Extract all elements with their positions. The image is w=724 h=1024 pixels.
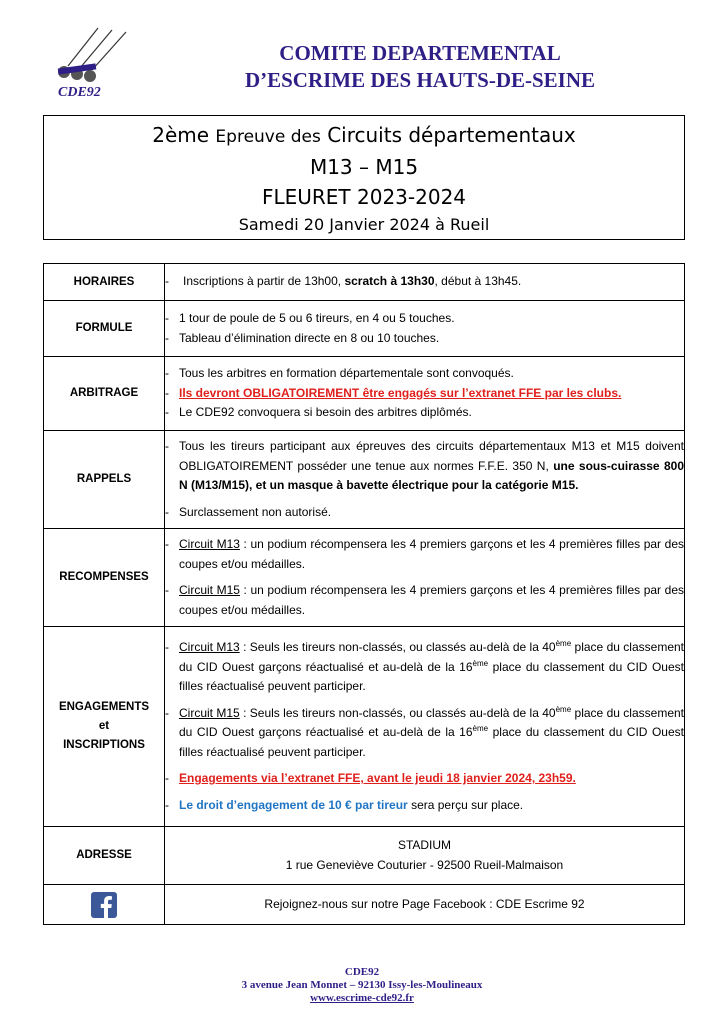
footer-website-link[interactable]: www.escrime-cde92.fr	[310, 992, 414, 1004]
arbitrage-item-3: - Le CDE92 convoquera si besoin des arbitres diplômés.	[165, 403, 684, 423]
label-engagements: ENGAGEMENTS et INSCRIPTIONS	[44, 627, 165, 827]
engagements-item-4: - Le droit d’engagement de 10 € par tireur sera perçu sur place.	[165, 796, 684, 816]
organization-header	[150, 40, 690, 94]
event-title-box	[43, 115, 685, 240]
event-date-place: Samedi 20 Janvier 2024 à Rueil	[238, 215, 490, 234]
rappels-item-1: - Tous les tireurs participant aux épreuves des circuits départementaux M13 et M15 doivent OBLIGATOIREMENT posséder une tenue aux normes F.F.E. 350 N, une sous-cuirasse 800 N (M13/M15), et un masque à bavette électrique pour la catégorie M15.	[165, 437, 684, 496]
arbitrage-item-2: - Ils devront OBLIGATOIREMENT être engagés sur l’extranet FFE par les clubs.	[165, 384, 684, 404]
row-rappels	[44, 431, 685, 529]
formule-item-2: - Tableau d’élimination directe en 8 ou 10 touches.	[165, 329, 684, 349]
label-horaires: HORAIRES	[44, 264, 165, 301]
row-facebook	[44, 885, 685, 925]
event-weapon-season: FLEURET 2023-2024	[261, 185, 467, 209]
engagements-item-3: - Engagements via l’extranet FFE, avant le jeudi 18 janvier 2024, 23h59.	[165, 769, 684, 789]
info-table	[43, 263, 685, 925]
footer	[150, 966, 574, 1005]
org-line2: D’ESCRIME DES HAUTS-DE-SEINE	[244, 68, 596, 92]
event-categories: M13 – M15	[309, 155, 419, 179]
label-rappels: RAPPELS	[44, 431, 165, 529]
label-arbitrage: ARBITRAGE	[44, 357, 165, 431]
row-arbitrage	[44, 357, 685, 431]
org-line1: COMITE DEPARTEMENTAL	[279, 41, 561, 65]
event-round: 2ème	[152, 123, 216, 147]
formule-item-1: - 1 tour de poule de 5 ou 6 tireurs, en 4 ou 5 touches.	[165, 309, 684, 329]
facebook-text: Rejoignez-nous sur notre Page Facebook : CDE Escrime 92	[165, 885, 685, 925]
footer-name: CDE92	[344, 966, 380, 978]
engagements-item-2: - Circuit M15 : Seuls les tireurs non-classés, ou classés au-delà de la 40ème place du classement du CID Ouest garçons réactualisé et au-delà de la 16ème place du classement du CID Ouest filles réactualisé peuvent participer.	[165, 704, 684, 763]
logo-text: CDE92	[58, 85, 101, 100]
cde92-logo	[50, 24, 130, 102]
rappels-item-2: - Surclassement non autorisé.	[165, 503, 684, 523]
row-adresse	[44, 827, 685, 885]
facebook-icon[interactable]	[91, 892, 117, 918]
recompenses-item-1: - Circuit M13 : un podium récompensera les 4 premiers garçons et les 4 premières filles par des coupes et/ou médailles.	[165, 535, 684, 574]
label-adresse: ADRESSE	[44, 827, 165, 885]
row-horaires	[44, 264, 685, 301]
label-formule: FORMULE	[44, 301, 165, 357]
label-recompenses: RECOMPENSES	[44, 529, 165, 627]
row-engagements	[44, 627, 685, 827]
event-epreuve: Epreuve des	[215, 127, 321, 147]
engagements-item-1: - Circuit M13 : Seuls les tireurs non-classés, ou classés au-delà de la 40ème place du classement du CID Ouest garçons réactualisé et au-delà de la 16ème place du classement du CID Ouest filles réactualisé peuvent participer.	[165, 638, 684, 697]
row-formule	[44, 301, 685, 357]
arbitrage-item-1: - Tous les arbitres en formation départementale sont convoqués.	[165, 364, 684, 384]
row-recompenses	[44, 529, 685, 627]
adresse-venue: STADIUM	[397, 838, 452, 852]
adresse-street: 1 rue Geneviève Couturier - 92500 Rueil-Malmaison	[285, 857, 564, 872]
recompenses-item-2: - Circuit M15 : un podium récompensera les 4 premiers garçons et les 4 premières filles par des coupes et/ou médailles.	[165, 581, 684, 620]
footer-address: 3 avenue Jean Monnet – 92130 Issy-les-Moulineaux	[241, 979, 483, 991]
event-circuit: Circuits départementaux	[320, 123, 576, 147]
horaires-text: - Inscriptions à partir de 13h00, scratch à 13h30, début à 13h45.	[165, 272, 684, 292]
event-title-line1	[44, 120, 684, 152]
